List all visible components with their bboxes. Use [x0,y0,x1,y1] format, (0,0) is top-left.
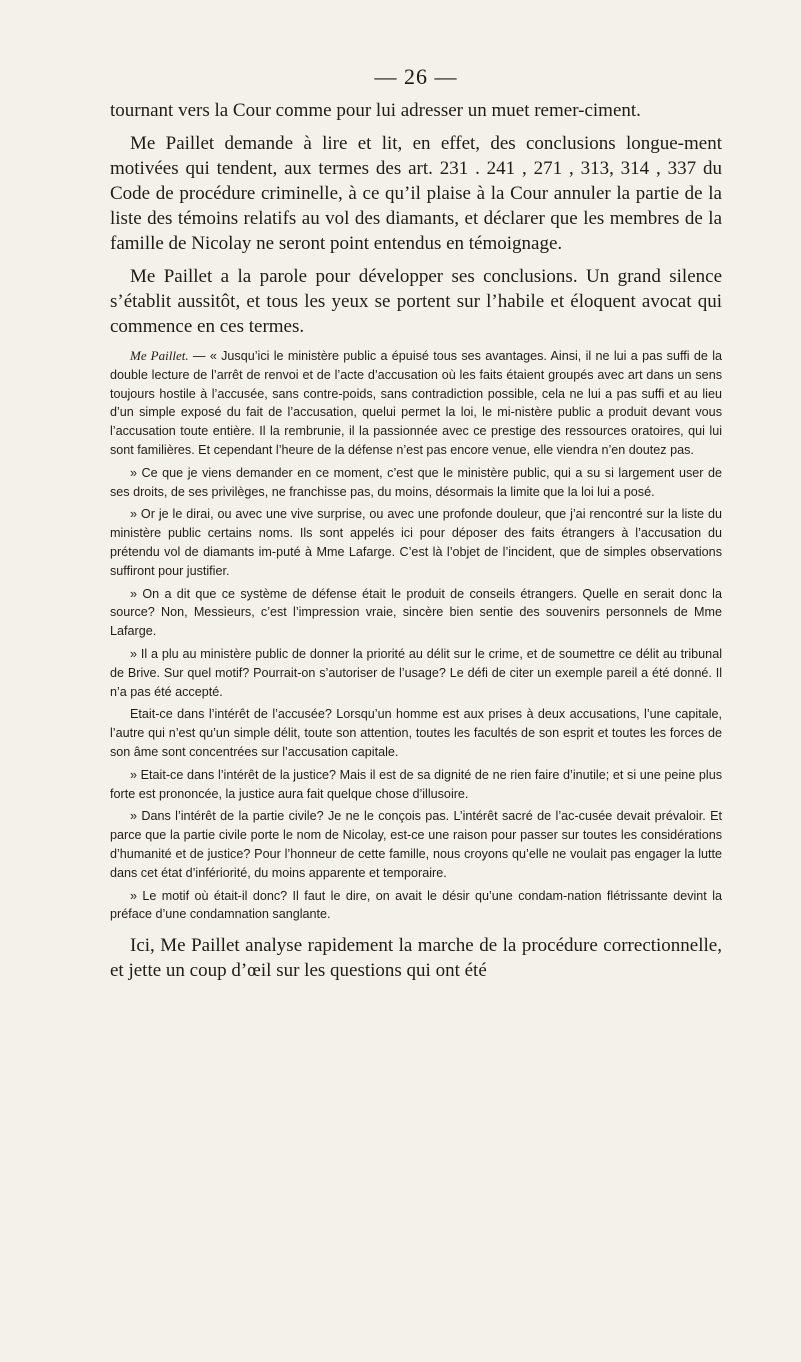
page-header [110,64,722,90]
speaker-name: Me Paillet. [130,348,189,363]
speech-intro-paragraph: Me Paillet a la parole pour développer ses conclusions. Un grand silence s’établit aussitôt, et tous les yeux se portent sur l’habile et éloquent avocat qui commence en ces termes. [110,266,722,337]
speech-paragraph-7: » Etait-ce dans l’intérêt de la justice? Mais il est de sa dignité de ne rien faire d’inutile; et si une peine plus forte est prononcée, la justice aura fait quelque chose d’illusoire. [110,767,722,801]
conclusions-paragraph: Me Paillet demande à lire et lit, en effet, des conclusions longue-ment motivées qui tendent, aux termes des art. 231 . 241 , 271 , 313, 314 , 337 du Code de procédure criminelle, à ce qu’il plaise à la Cour annuler la partie de la liste des témoins relatifs au vol des diamants, et déclarer que les membres de la famille de Nicolay ne seront point entendus en témoignage. [110,133,722,254]
speech-paragraph-4: » On a dit que ce système de défense était le produit de conseils étrangers. Quelle en serait donc la source? Non, Messieurs, c’est l’impression vraie, sincère bien sentie des souvenirs personnels de Mme Lafarge. [110,586,722,639]
speech-paragraph-9: » Le motif où était-il donc? Il faut le dire, on avait le désir qu’une condam-nation flétrissante devint la préface d’une condamnation sanglante. [110,888,722,922]
speech-paragraph-6: Etait-ce dans l’intérêt de l’accusée? Lorsqu’un homme est aux prises à deux accusations, l’une capitale, l’autre qui n’est qu’un simple délit, toute son attention, toutes les facultés de son esprit et toutes les forces de son âme sont concentrées sur l’accusation capitale. [110,707,722,759]
speech-paragraph-1-text: — « Jusqu’ici le ministère public a épuisé tous ses avantages. Ainsi, il ne lui a pas suffi de la double lecture de l’arrêt de renvoi et de l’acte d’accusation où les faits étaient groupés avec art dans un sens toujours hostile à l’accusée, sans contre-poids, sans contradiction possible, cela ne lui a pas suffi et au lieu d’un simple exposé du fait de l’accusation, quelui permet la loi, le mi-nistère public a produit devant vous l’accusation toute entière. Il la rembrunie, il la passionnée avec ce prestige des ressources oratoires, qui lui sont familières. Et cependant l’heure de la défense n’est pas encore venue, elle viendra n’en doutez pas. [110,349,722,457]
page-content [110,98,722,991]
speech-paragraph-8: » Dans l’intérêt de la partie civile? Je ne le conçois pas. L’intérêt sacré de l’ac-cusée devait prévaloir. Et parce que la partie civile porte le nom de Nicolay, est-ce une raison pour passer sur toutes les considérations d’humanité et de justice? Pour l’honneur de cette famille, nous croyons qu’elle ne voulait pas engager la lutte dans cet état d’infériorité, du moins apparente et temporaire. [110,809,722,880]
closing-paragraph: Ici, Me Paillet analyse rapidement la marche de la procédure correctionnelle, et jette un coup d’œil sur les questions qui ont été [110,935,722,982]
speech-paragraph-5: » Il a plu au ministère public de donner la priorité au délit sur le crime, et de soumettre ce délit au tribunal de Brive. Sur quel motif? Pourrait-on s’autoriser de l’usage? Le défi de citer un exemple pareil a été donné. Il n’a pas été accepté. [110,646,722,699]
speech-paragraph-2: » Ce que je viens demander en ce moment, c’est que le ministère public, qui a su si largement user de ses droits, de ses privilèges, ne franchisse pas, du moins, désormais la limite que la loi lui a posé. [110,465,722,499]
speech-paragraph-3: » Or je le dirai, ou avec une vive surprise, ou avec une profonde douleur, que j’ai rencontré sur la liste du ministère public certains noms. Ils sont appelés ici pour déposer des faits étrangers à l’accusation du prétendu vol de diamants im-puté à Mme Lafarge. C’est là l’objet de l’incident, que de simples observations suffiront pour justifier. [110,507,722,578]
speech-paragraph-1 [110,347,722,460]
opening-paragraph: tournant vers la Cour comme pour lui adresser un muet remer-ciment. [110,100,641,121]
page-number: — 26 — [374,64,458,89]
